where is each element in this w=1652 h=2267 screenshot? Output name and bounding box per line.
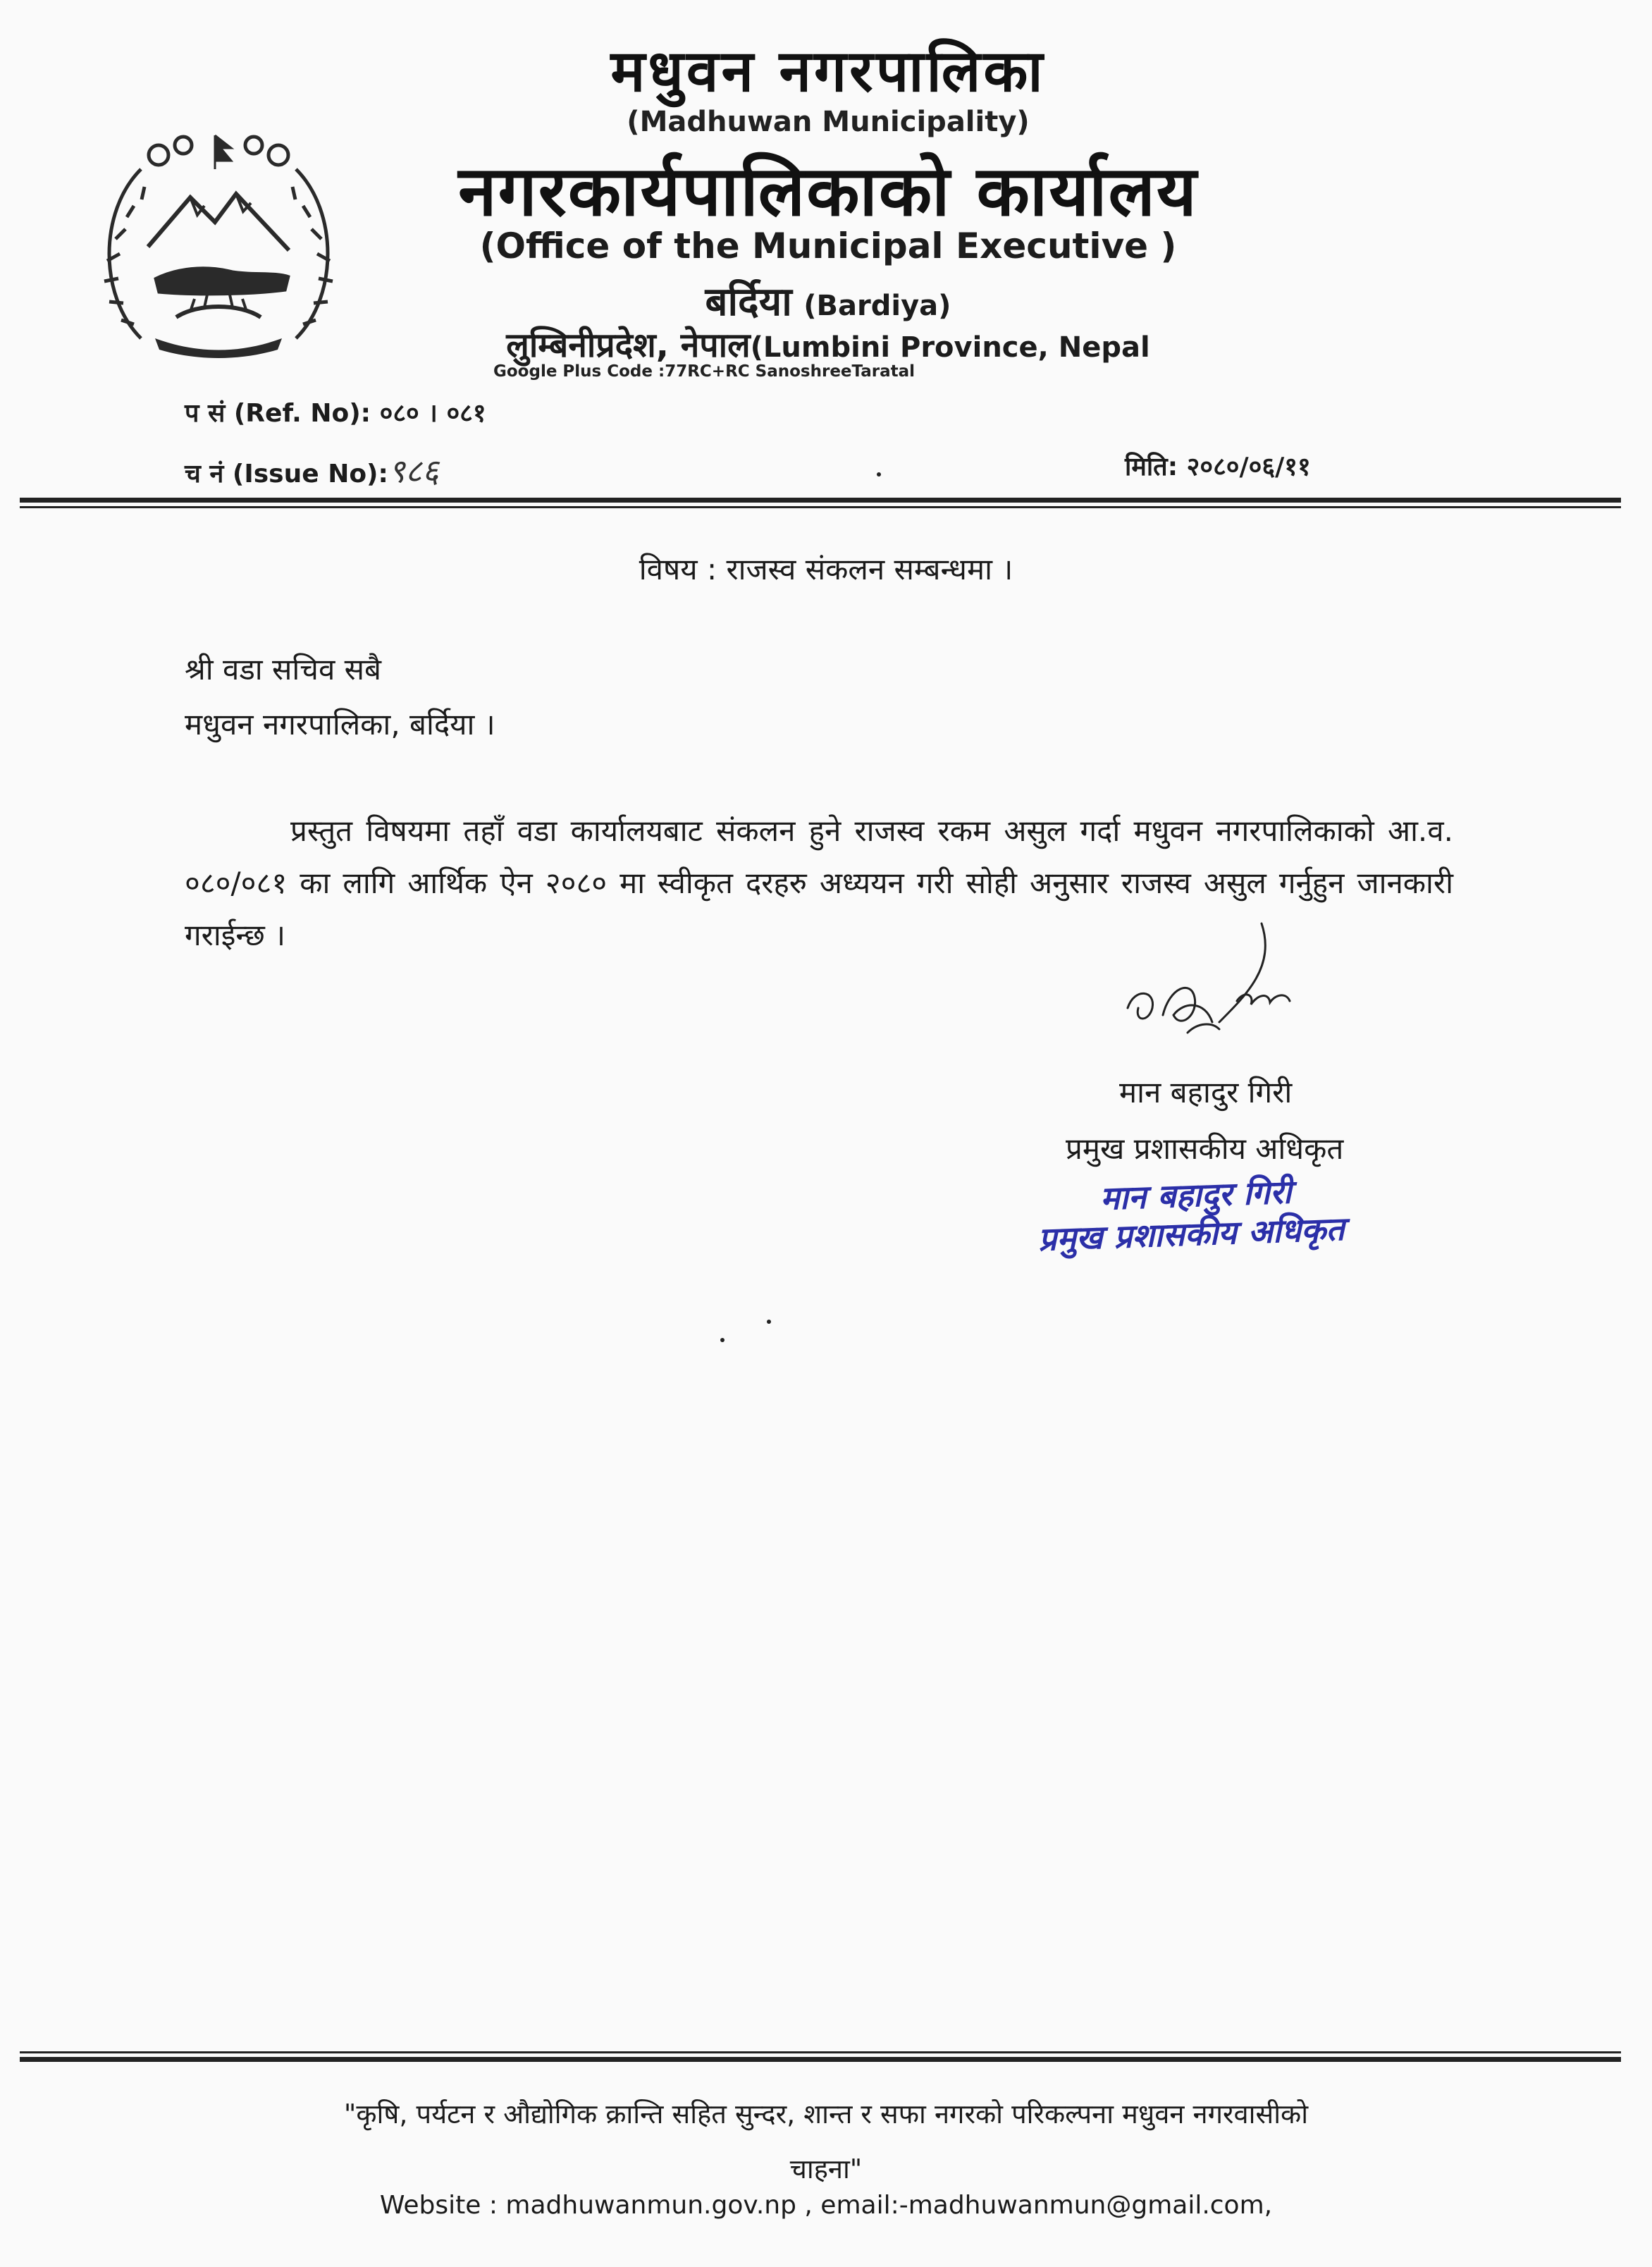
stamp-designation: प्रमुख प्रशासकीय अधिकृत [1037,1209,1345,1258]
scan-speck [767,1320,771,1324]
province-en: (Lumbini Province, Nepal [750,331,1150,364]
municipality-name-np: मधुवन नगरपालिका [610,38,1046,105]
header-divider-thick [20,498,1621,503]
letter-subject: विषय : राजस्व संकलन सम्बन्धमा । [639,552,1013,586]
letter-date [1125,448,1311,483]
footer-divider-thin [20,2051,1621,2053]
footer-slogan-line-1: "कृषि, पर्यटन र औद्योगिक क्रान्ति सहित सुन्दर, शान्त र सफा नगरको परिकल्पना मधुवन नगरवासीको [343,2099,1309,2130]
province-line [423,321,1233,367]
letter-body: प्रस्तुत विषयमा तहाँ वडा कार्यालयबाट संकलन हुने राजस्व रकम असुल गर्दा मधुवन नगरपालिकाको आ.व. ०८०/०८१ का लागि आर्थिक ऐन २०८० मा स्वीकृत दरहरु अध्ययन गरी सोही अनुसार राजस्व असुल गर्नुहुन जानकारी गराईन्छ । [185,813,1453,952]
signatory-designation: प्रमुख प्रशासकीय अधिकृत [1066,1131,1344,1166]
issue-label: च नं (Issue No): [185,460,388,489]
plus-code: Google Plus Code :77RC+RC SanoshreeTaratal [493,362,916,381]
footer-divider-thick [20,2057,1621,2062]
footer-slogan-line-2: चाहना" [789,2154,863,2185]
district-np: बर्दिया [705,279,792,325]
ref-label: प संं (Ref. No): [185,399,380,428]
nepal-government-emblem-icon [92,127,345,360]
signatory-name: मान बहादुर गिरी [1119,1075,1293,1110]
addressee-line-2: मधुवन नगरपालिका, बर्दिया । [185,707,495,742]
district-en: (Bardiya) [803,290,951,322]
municipality-name-en: (Madhuwan Municipality) [627,106,1030,138]
scan-speck [877,472,881,477]
stamp-name: मान बहादुर गिरी [1099,1172,1293,1217]
date-value: २०८०/०६/११ [1186,453,1311,481]
province-np: लुम्बिनीप्रदेश, नेपाल [506,326,751,365]
footer-contact: Website : madhuwanmun.gov.np , email:-madhuwanmun@gmail.com, [379,2191,1273,2220]
district-line [423,274,1233,327]
handwritten-signature [1114,916,1339,1057]
reference-number [185,395,486,429]
issue-value: ९८६ [388,452,439,490]
issue-number [185,448,439,492]
header-divider-thin [20,506,1621,508]
office-name-np: नगरकार्यपालिकाको कार्यालय [458,152,1198,232]
addressee-line-1: श्री वडा सचिव सबै [185,652,382,687]
ref-value: ०८० । ०८१ [379,399,486,428]
scan-speck [720,1338,725,1342]
date-label: मिति: [1125,453,1187,481]
office-name-en: (Office of the Municipal Executive ) [479,226,1177,266]
